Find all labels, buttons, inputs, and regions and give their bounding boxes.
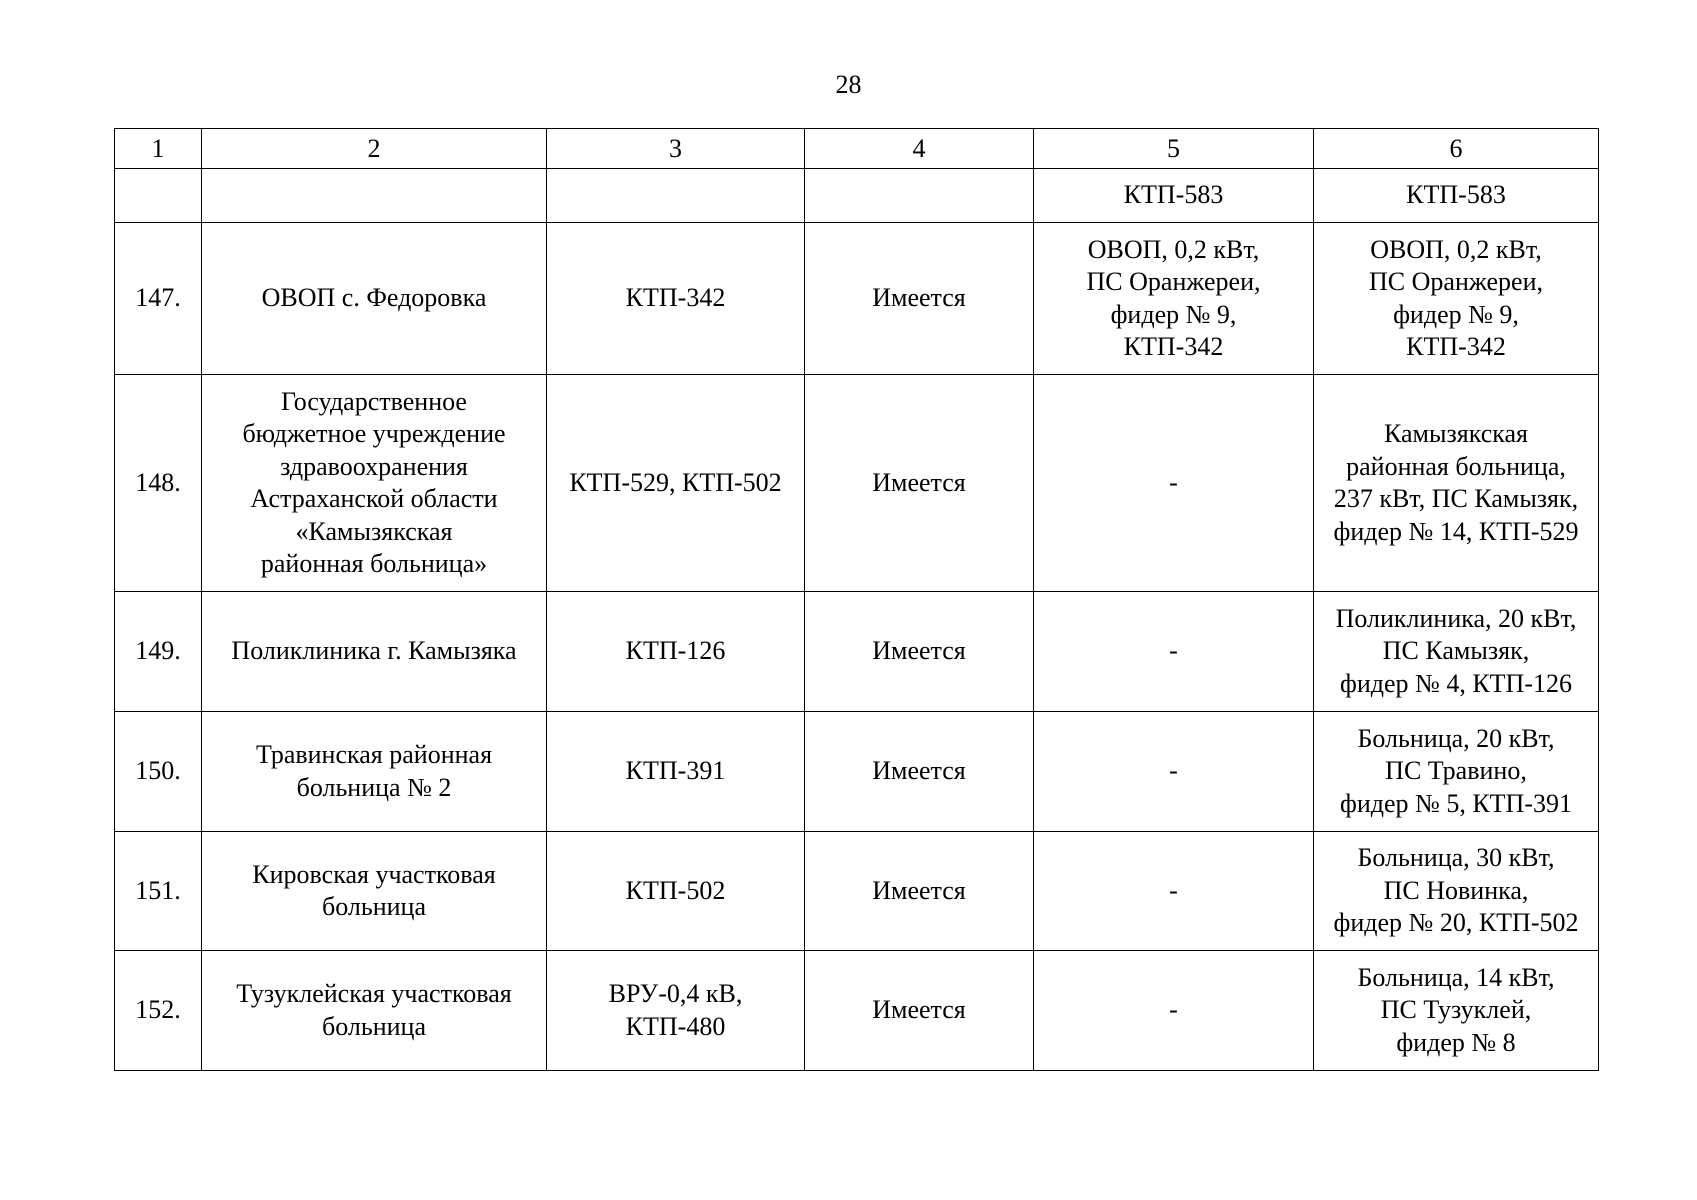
table-cell bbox=[202, 169, 547, 223]
column-number-cell: 4 bbox=[805, 129, 1034, 169]
column-6-cell: Больница, 30 кВт, ПС Новинка, фидер № 20, КТП-502 bbox=[1314, 832, 1599, 951]
status-cell: Имеется bbox=[805, 712, 1034, 832]
substation-cell: КТП-126 bbox=[547, 592, 805, 712]
row-number-cell: 149. bbox=[115, 592, 202, 712]
facility-name-cell: Кировская участковая больница bbox=[202, 832, 547, 951]
table-row bbox=[115, 223, 1599, 375]
column-5-cell: - bbox=[1034, 832, 1314, 951]
column-6-cell: Больница, 14 кВт, ПС Тузуклей, фидер № 8 bbox=[1314, 951, 1599, 1071]
table-cell bbox=[805, 169, 1034, 223]
substation-cell: КТП-502 bbox=[547, 832, 805, 951]
substation-cell: КТП-391 bbox=[547, 712, 805, 832]
status-cell: Имеется bbox=[805, 951, 1034, 1071]
row-number-cell: 147. bbox=[115, 223, 202, 375]
table-row bbox=[115, 592, 1599, 712]
column-5-cell: ОВОП, 0,2 кВт, ПС Оранжереи, фидер № 9, КТП-342 bbox=[1034, 223, 1314, 375]
table-cell bbox=[547, 169, 805, 223]
substation-cell: КТП-529, КТП-502 bbox=[547, 375, 805, 592]
table-row bbox=[115, 375, 1599, 592]
status-cell: Имеется bbox=[805, 375, 1034, 592]
column-5-cell: - bbox=[1034, 712, 1314, 832]
column-number-cell: 1 bbox=[115, 129, 202, 169]
table-row bbox=[115, 712, 1599, 832]
status-cell: Имеется bbox=[805, 223, 1034, 375]
row-number-cell: 150. bbox=[115, 712, 202, 832]
table-cell: КТП-583 bbox=[1314, 169, 1599, 223]
column-6-cell: Камызякская районная больница, 237 кВт, ПС Камызяк, фидер № 14, КТП-529 bbox=[1314, 375, 1599, 592]
column-6-cell: ОВОП, 0,2 кВт, ПС Оранжереи, фидер № 9, КТП-342 bbox=[1314, 223, 1599, 375]
substation-cell: КТП-342 bbox=[547, 223, 805, 375]
column-5-cell: - bbox=[1034, 375, 1314, 592]
status-cell: Имеется bbox=[805, 832, 1034, 951]
column-6-cell: Больница, 20 кВт, ПС Травино, фидер № 5, КТП-391 bbox=[1314, 712, 1599, 832]
table-cell bbox=[115, 169, 202, 223]
table-cell: КТП-583 bbox=[1034, 169, 1314, 223]
column-number-cell: 3 bbox=[547, 129, 805, 169]
data-table bbox=[114, 128, 1599, 1071]
column-6-cell: Поликлиника, 20 кВт, ПС Камызяк, фидер № 4, КТП-126 bbox=[1314, 592, 1599, 712]
substation-cell: ВРУ-0,4 кВ, КТП-480 bbox=[547, 951, 805, 1071]
facility-name-cell: Государственное бюджетное учреждение здравоохранения Астраханской области «Камызякская районная больница» bbox=[202, 375, 547, 592]
facility-name-cell: Травинская районная больница № 2 bbox=[202, 712, 547, 832]
facility-name-cell: ОВОП с. Федоровка bbox=[202, 223, 547, 375]
continuation-row bbox=[115, 169, 1599, 223]
column-number-cell: 6 bbox=[1314, 129, 1599, 169]
table-header-row bbox=[115, 129, 1599, 169]
row-number-cell: 152. bbox=[115, 951, 202, 1071]
facility-name-cell: Тузуклейская участковая больница bbox=[202, 951, 547, 1071]
table-row bbox=[115, 951, 1599, 1071]
column-5-cell: - bbox=[1034, 592, 1314, 712]
column-5-cell: - bbox=[1034, 951, 1314, 1071]
row-number-cell: 148. bbox=[115, 375, 202, 592]
table-row bbox=[115, 832, 1599, 951]
status-cell: Имеется bbox=[805, 592, 1034, 712]
column-number-cell: 2 bbox=[202, 129, 547, 169]
column-number-cell: 5 bbox=[1034, 129, 1314, 169]
facility-name-cell: Поликлиника г. Камызяка bbox=[202, 592, 547, 712]
row-number-cell: 151. bbox=[115, 832, 202, 951]
page-number: 28 bbox=[835, 70, 862, 99]
